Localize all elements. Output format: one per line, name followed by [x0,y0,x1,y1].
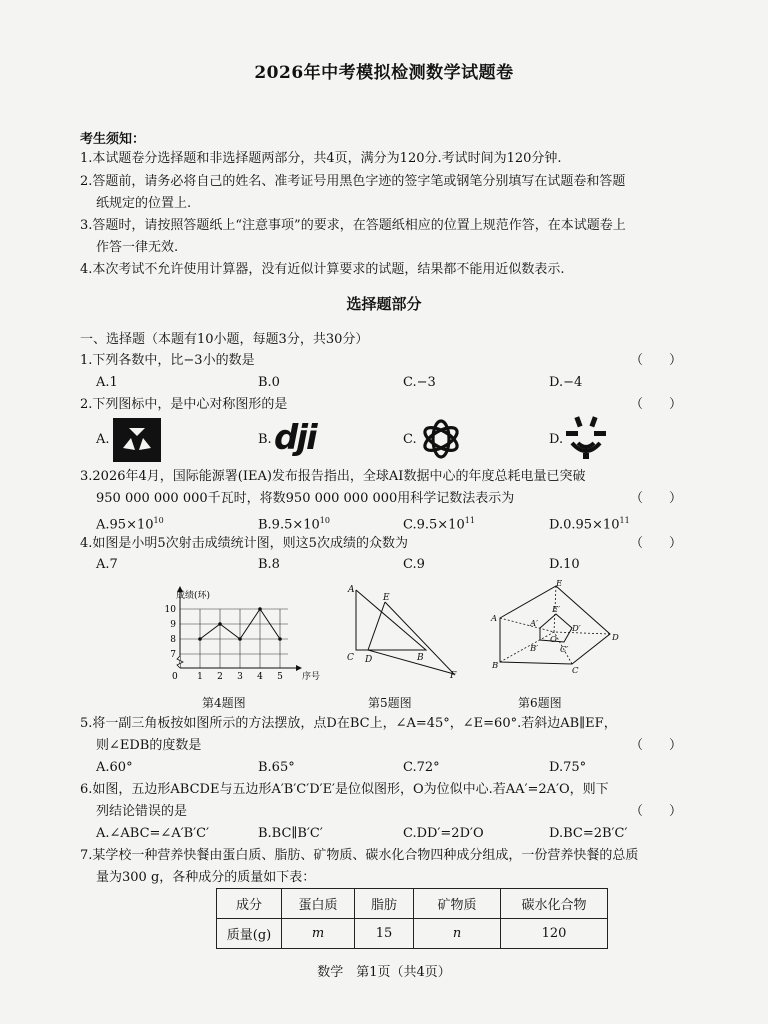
table-header-cell: 矿物质 [414,889,501,919]
q4-stem: 4.如图是小明5次射击成绩统计图，则这5次成绩的众数为 [80,536,408,551]
fig5-label-d: D [365,655,373,665]
chart-ytick-label: 7 [170,650,176,660]
q4-option-a: A.7 [96,557,118,572]
fig6-label-d-prime: D′ [572,624,581,634]
fig6-label-o: O [550,635,557,645]
table-header-cell: 成分 [217,889,282,919]
q7-stem-line1: 7.某学校一种营养快餐由蛋白质、脂肪、矿物质、碳水化合物四种成分组成，一份营养快餐的总质 [80,848,639,863]
fig6-label-a: A [491,614,498,624]
q6-answer-paren: （ ） [630,804,683,819]
q3-option-c: $C.9.5\times 10^{11}$ [403,516,475,533]
table-cell: m [282,919,355,949]
table-cell: 15 [355,919,414,949]
q1-answer-paren: （ ） [630,353,683,368]
table-cell: 质量(g) [217,919,282,949]
table-cell: 120 [501,919,608,949]
q4-option-c: C.9 [403,557,425,572]
table-header-cell: 蛋白质 [282,889,355,919]
table-row [217,919,608,949]
chart-data-point [238,637,242,641]
chart-ytick-label: 9 [170,620,176,630]
chart-ytick-label: 10 [164,605,176,615]
q3-stem-line2: 950 000 000 000千瓦时，将数950 000 000 000用科学记数法表示为 [96,491,515,506]
fig6-label-d: D [612,633,619,643]
q5-option-d: D.75° [549,760,587,775]
logo-b-icon: dji [274,418,316,458]
q6-option-d: D.BC=2B′C′ [549,826,628,841]
q2-option-a: A. [96,432,110,447]
q2-option-b: B. [258,432,272,447]
fig5-label-e: E [383,593,390,603]
logo-a-icon [113,418,161,462]
q1-option-d: D.−4 [549,375,583,390]
chart-x-label: 序号 [302,672,320,682]
note-line: 3.答题时，请按照答题纸上“注意事项”的要求，在答题纸相应的位置上规范作答，在本试题卷上 [80,218,626,233]
fig6-label-e-prime: E′ [552,605,561,615]
part-header: 一、选择题（本题有10小题，每题3分，共30分） [80,332,369,347]
q2-option-d: D. [549,432,564,447]
chart-y-label: 成绩(环) [176,591,211,601]
q6-stem-line1: 6.如图，五边形ABCDE与五边形A′B′C′D′E′是位似图形，O为位似中心.若AA′=2A′O，则下 [80,782,609,797]
q1-stem: 1.下列各数中，比−3小的数是 [80,353,255,368]
fig6-pentagon-outer [500,586,610,664]
fig6-label-a-prime: A′ [530,619,539,629]
note-line: 4.本次考试不允许使用计算器，没有近似计算要求的试题，结果都不能用近似数表示. [80,262,565,277]
table-header-cell: 脂肪 [355,889,414,919]
q5-option-a: A.60° [96,760,133,775]
fig5-triangles [342,582,462,682]
note-line: 纸规定的位置上. [96,196,192,211]
fig6-label-e: E [556,579,563,589]
q1-option-b: B.0 [258,375,280,390]
q7-stem-line2: 量为300 g，各种成分的质量如下表： [96,870,316,885]
fig5-triangle-edf [368,602,454,674]
q4-option-b: B.8 [258,557,280,572]
page-title: 2026年中考模拟检测数学试题卷 [254,63,514,83]
chart-origin-label: 0 [172,672,178,682]
page-footer: 数学 第1页（共4页） [317,965,451,980]
chart-ytick-label: 8 [170,635,176,645]
fig5-label-b: B [417,653,424,663]
note-line: 作答一律无效. [96,240,179,255]
fig5-label-c: C [347,653,354,663]
fig6-label-b-prime: B′ [530,644,539,654]
q3-option-a: $A.95\times 10^{10}$ [96,516,164,533]
q6-option-b: B.BC∥B′C′ [258,826,323,841]
nutrition-table [216,888,608,949]
notes-heading: 考生须知： [80,132,146,147]
q3-option-b: $B.9.5\times 10^{10}$ [258,516,330,533]
fig5-triangle-abc [356,590,426,650]
q3-answer-paren: （ ） [630,491,683,506]
chart-xtick-label: 2 [217,672,223,682]
q4-option-d: D.10 [549,557,580,572]
fig4-caption: 第4题图 [202,696,246,710]
q5-option-b: B.65° [258,760,295,775]
q3-stem-line1: 3.2026年4月，国际能源署(IEA)发布报告指出，全球AI数据中心的年度总耗电量已突破 [80,469,586,484]
chart-xtick-label: 5 [277,672,283,682]
q2-option-c: C. [403,432,417,447]
q5-answer-paren: （ ） [630,738,683,753]
logo-d-icon [564,415,608,461]
logo-c-icon [419,417,463,461]
fig6-pentagons [488,578,623,674]
fig6-caption: 第6题图 [518,696,562,710]
chart-x-arrow [296,665,302,671]
chart-xtick-label: 4 [257,672,263,682]
q5-stem-line2: 则∠EDB的度数是 [96,738,202,753]
chart-axis-break [177,656,183,668]
q6-option-c: C.DD′=2D′O [403,826,484,841]
section-title: 选择题部分 [346,295,422,313]
table-cell: n [414,919,501,949]
chart-xtick-label: 1 [197,672,203,682]
q1-option-c: C.−3 [403,375,436,390]
fig6-label-c-prime: C′ [560,645,569,655]
q3-option-d: $D.0.95\times 10^{11}$ [549,516,630,533]
q6-stem-line2: 列结论错误的是 [96,804,188,819]
table-header-row [217,889,608,919]
fig4-line-chart [160,584,320,684]
chart-data-point [278,637,282,641]
q5-option-c: C.72° [403,760,440,775]
fig5-caption: 第5题图 [368,696,412,710]
chart-data-point [218,622,222,626]
chart-data-point [198,637,202,641]
fig6-label-c: C [572,666,579,674]
fig5-label-f: F [450,671,457,681]
table-header-cell: 碳水化合物 [501,889,608,919]
chart-xtick-label: 3 [237,672,243,682]
note-line: 2.答题前，请务必将自己的姓名、准考证号用黑色字迹的签字笔或钢笔分别填写在试题卷和答题 [80,174,626,189]
q2-answer-paren: （ ） [630,397,683,412]
note-line: 1.本试题卷分选择题和非选择题两部分，共4页，满分为120分.考试时间为120分钟. [80,151,562,166]
chart-data-point [258,607,262,611]
q5-stem-line1: 5.将一副三角板按如图所示的方法摆放，点D在BC上，∠A=45°，∠E=60°.若斜边AB∥EF， [80,716,617,731]
q2-stem: 2.下列图标中，是中心对称图形的是 [80,397,288,412]
q1-option-a: A.1 [96,375,118,390]
q6-option-a: A.∠ABC=∠A′B′C′ [96,826,210,841]
fig6-label-b: B [492,661,499,671]
fig5-label-a: A [348,585,355,595]
q4-answer-paren: （ ） [630,536,683,551]
